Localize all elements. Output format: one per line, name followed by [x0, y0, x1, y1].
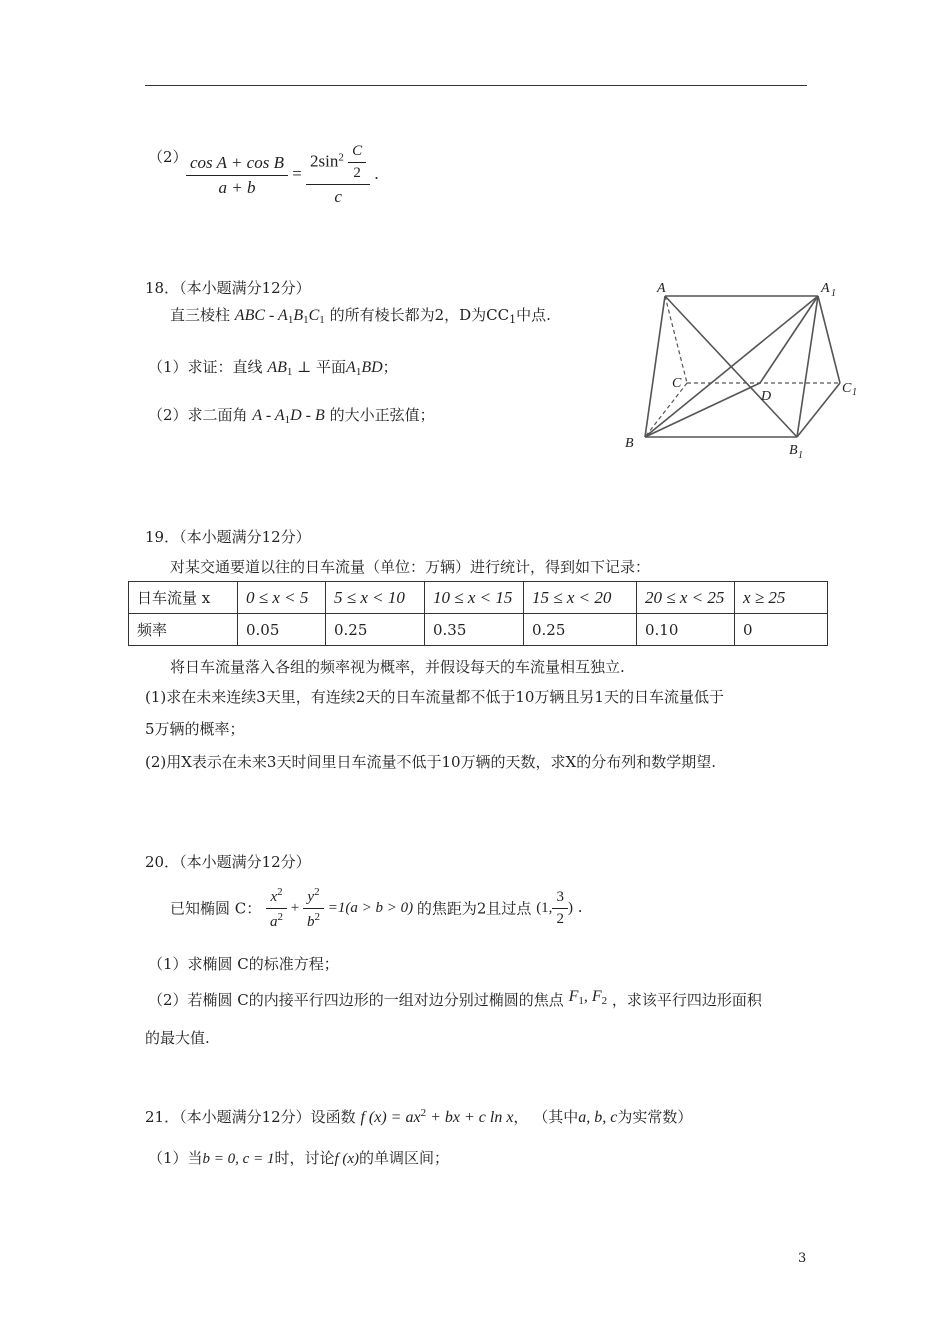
- q18-p2-sub: 1: [284, 414, 291, 426]
- q18-stmt-pre: 直三棱柱: [170, 306, 231, 324]
- q17-half-num: C: [348, 143, 366, 163]
- q20-plus: +: [290, 899, 300, 916]
- table-range-1: 5 ≤ x < 10: [326, 582, 425, 614]
- label-a1-sub: 1: [831, 288, 836, 299]
- q17-frac-right: [306, 143, 370, 207]
- q18-prism-a: ABC - A: [234, 307, 288, 324]
- table-range-3: 15 ≤ x < 20: [524, 582, 637, 614]
- table-value-0: 0.05: [238, 614, 326, 646]
- label-c: C: [672, 376, 682, 391]
- q20-stmt-pre: 已知椭圆 C：: [170, 899, 262, 918]
- q20-statement: [170, 886, 583, 931]
- q18-p2-math1: A - A: [252, 407, 285, 424]
- q18-p2-pre: （2）求二面角: [148, 406, 248, 424]
- q20-part1: （1）求椭圆 C的标准方程；: [148, 955, 339, 973]
- q18-stmt-end: 中点.: [516, 306, 551, 324]
- q21-note-vars: a, b, c: [578, 1109, 618, 1126]
- q21-note-pre: （其中: [533, 1108, 579, 1126]
- q20-point-open: (1,: [536, 899, 553, 916]
- table-header-freq: 频率: [129, 614, 238, 646]
- label-b1: B: [789, 443, 798, 458]
- prism-figure: [615, 275, 865, 465]
- table-range-2: 10 ≤ x < 15: [425, 582, 524, 614]
- q21-func-b: + bx + c ln x: [426, 1109, 514, 1126]
- q20-eq-tail: =1(a > b > 0): [327, 899, 414, 916]
- q21-statement: [145, 1106, 692, 1127]
- line-d-a1: [760, 296, 818, 383]
- table-row-ranges: [129, 582, 828, 614]
- q20-point-num: 3: [552, 889, 568, 909]
- table-row-freq: [129, 614, 828, 646]
- q21-p1-cond: b = 0, c = 1: [202, 1151, 275, 1167]
- q20-f1-sub: 1: [578, 995, 584, 1007]
- q20-f2: , F: [583, 988, 602, 1005]
- q18-header: 18．（本小题满分12分）: [145, 279, 311, 297]
- q20-point-den: 2: [556, 911, 564, 927]
- q20-stmt-mid: 的焦距为2且过点: [416, 899, 532, 918]
- q20-f1: F: [568, 988, 579, 1005]
- label-d: D: [761, 389, 772, 404]
- q20-y-exp: 2: [314, 886, 320, 898]
- q21-p1-f: f (x): [334, 1151, 360, 1167]
- q19-part1-line1: (1)求在未来连续3天里，有连续2天的日车流量都不低于10万辆且另1天的日车流量低于: [145, 688, 724, 706]
- q18-p1-ab: AB: [267, 359, 287, 376]
- q17-frac-right-num: [306, 143, 370, 185]
- q20-part2: [148, 988, 762, 1010]
- q18-p1-bd: BD: [361, 359, 383, 376]
- q21-func-exp: 2: [420, 1107, 427, 1119]
- q18-p1-sub: 1: [286, 366, 293, 378]
- table-range-4: 20 ≤ x < 25: [637, 582, 735, 614]
- q18-prism-sub3: 1: [319, 314, 325, 326]
- q18-p1-sub2: 1: [355, 366, 362, 378]
- table-value-4: 0.10: [637, 614, 735, 646]
- edge-a-b: [645, 296, 665, 437]
- table-value-3: 0.25: [524, 614, 637, 646]
- q17-sin: 2sin: [310, 151, 339, 171]
- table-range-5: x ≥ 25: [735, 582, 828, 614]
- label-b1-sub: 1: [798, 450, 803, 461]
- q18-prism-sub2: 1: [303, 314, 309, 326]
- q17-frac-left: [186, 153, 288, 198]
- table-value-2: 0.35: [425, 614, 524, 646]
- table-value-1: 0.25: [326, 614, 425, 646]
- q18-stmt-post: 的所有棱长都为2，D为CC: [329, 306, 510, 324]
- q18-part2: [148, 404, 435, 426]
- q19-assumption: 将日车流量落入各组的频率视为概率，并假设每天的车流量相互独立.: [170, 658, 625, 676]
- q20-a-exp: 2: [277, 911, 284, 923]
- q17-frac-right-den: c: [334, 187, 342, 206]
- q20-p2-post: ，求该平行四边形面积: [611, 991, 762, 1009]
- q18-p1-perp: ⊥ 平面: [297, 358, 347, 376]
- q17-equation: [186, 143, 379, 207]
- label-c1: C: [842, 381, 852, 396]
- label-b: B: [625, 436, 634, 451]
- q21-p1-pre: （1）当: [148, 1149, 203, 1167]
- q19-header: 19．（本小题满分12分）: [145, 528, 311, 546]
- q18-p2-end: 的大小正弦值；: [329, 406, 435, 424]
- edge-a-c-hidden: [665, 296, 687, 383]
- q17-period: .: [374, 163, 379, 183]
- q20-x-exp: 2: [277, 886, 283, 898]
- q20-b-exp: 2: [314, 911, 320, 923]
- label-c1-sub: 1: [852, 387, 857, 398]
- q18-p1-pre: （1）求证：直线: [148, 358, 263, 376]
- label-a1: A: [821, 281, 830, 296]
- q19-part1-line2: 5万辆的概率；: [145, 720, 245, 738]
- q17-frac-left-den: a + b: [218, 177, 256, 197]
- q21-header: 21．（本小题满分12分）设函数: [145, 1108, 356, 1126]
- q20-f2-sub: 2: [601, 995, 608, 1007]
- q20-header: 20．（本小题满分12分）: [145, 853, 311, 871]
- label-a: A: [657, 281, 666, 296]
- q19-part2: (2)用X表示在未来3天时间里日车流量不低于10万辆的天数，求X的分布列和数学期望.: [145, 753, 717, 771]
- q18-prism-b: B: [293, 307, 304, 324]
- q20-b: b: [307, 914, 315, 930]
- q21-note-post: 为实常数）: [617, 1108, 693, 1126]
- table-range-0: 0 ≤ x < 5: [238, 582, 326, 614]
- frequency-table: [128, 581, 828, 646]
- q17-part2: [148, 146, 188, 167]
- q17-half-den: 2: [353, 165, 361, 181]
- q18-p1-a: A: [346, 359, 356, 376]
- q20-p2-pre: （2）若椭圆 C的内接平行四边形的一组对边分别过椭圆的焦点: [148, 991, 564, 1009]
- q19-intro: 对某交通要道以往的日车流量（单位：万辆）进行统计，得到如下记录：: [170, 558, 651, 576]
- page-number: 3: [798, 1251, 807, 1266]
- q17-frac-left-num: cos A + cos B: [186, 153, 288, 176]
- q21-func-a: f (x) = ax: [360, 1109, 421, 1126]
- q17-sin-exp: 2: [338, 151, 344, 164]
- q20-part2-line2: 的最大值.: [145, 1029, 210, 1047]
- q18-part1: [148, 356, 398, 378]
- q20-a: a: [270, 914, 278, 930]
- q18-prism-c: C: [308, 307, 320, 324]
- q18-statement: [170, 304, 551, 326]
- q18-p1-end: ；: [382, 358, 398, 376]
- q17-equals: =: [292, 163, 302, 183]
- table-header-flow: 日车流量 x: [129, 582, 238, 614]
- q20-stmt-end: .: [577, 897, 583, 916]
- q21-part1: [148, 1147, 449, 1168]
- q21-p1-end: 的单调区间；: [359, 1149, 450, 1167]
- header-rule: [145, 85, 807, 86]
- table-value-5: 0: [735, 614, 828, 646]
- q20-x: x: [270, 889, 278, 905]
- q20-point-close: ): [567, 899, 573, 916]
- q21-comma: ，: [513, 1108, 529, 1126]
- q18-prism-sub1: 1: [287, 314, 294, 326]
- q17-part2-label: （2）: [148, 148, 188, 166]
- q18-p2-math2: D - B: [290, 407, 325, 424]
- q18-stmt-sub: 1: [509, 313, 517, 326]
- q20-y: y: [307, 889, 315, 905]
- edge-a1-c1: [818, 296, 840, 383]
- q21-p1-mid: 时，讨论: [274, 1149, 335, 1167]
